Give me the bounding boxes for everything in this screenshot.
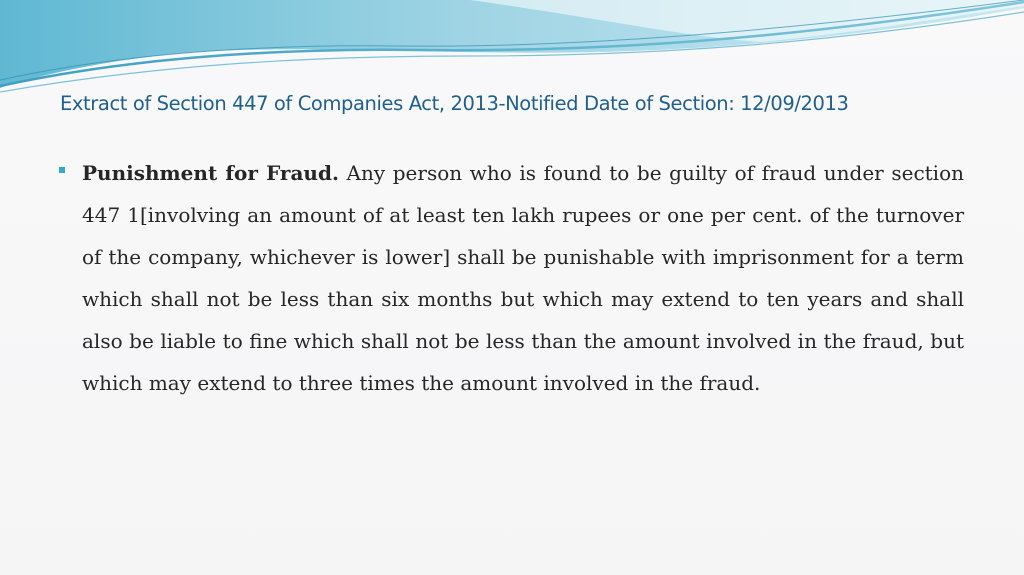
- bullet-body-text: Any person who is found to be guilty of fraud under section 447 1[involving an amount of at least ten lakh rupees or one per cent. of the turnover of the company, whichever is lower] shall be punishable with imprisonment for a term which shall not be less than six months but which may extend to ten years and shall also be liable to fine which shall not be less than the amount involved in the fraud, but which may extend to three times the amount involved in the fraud.: [82, 161, 964, 395]
- slide-content: [58, 152, 964, 404]
- bullet-lead-heading: Punishment for Fraud.: [82, 161, 339, 185]
- square-bullet-icon: [59, 167, 65, 173]
- bullet-item: [58, 152, 964, 404]
- slide-title: Extract of Section 447 of Companies Act, 2013-Notified Date of Section: 12/09/2013: [60, 92, 849, 115]
- bullet-paragraph: [82, 152, 964, 404]
